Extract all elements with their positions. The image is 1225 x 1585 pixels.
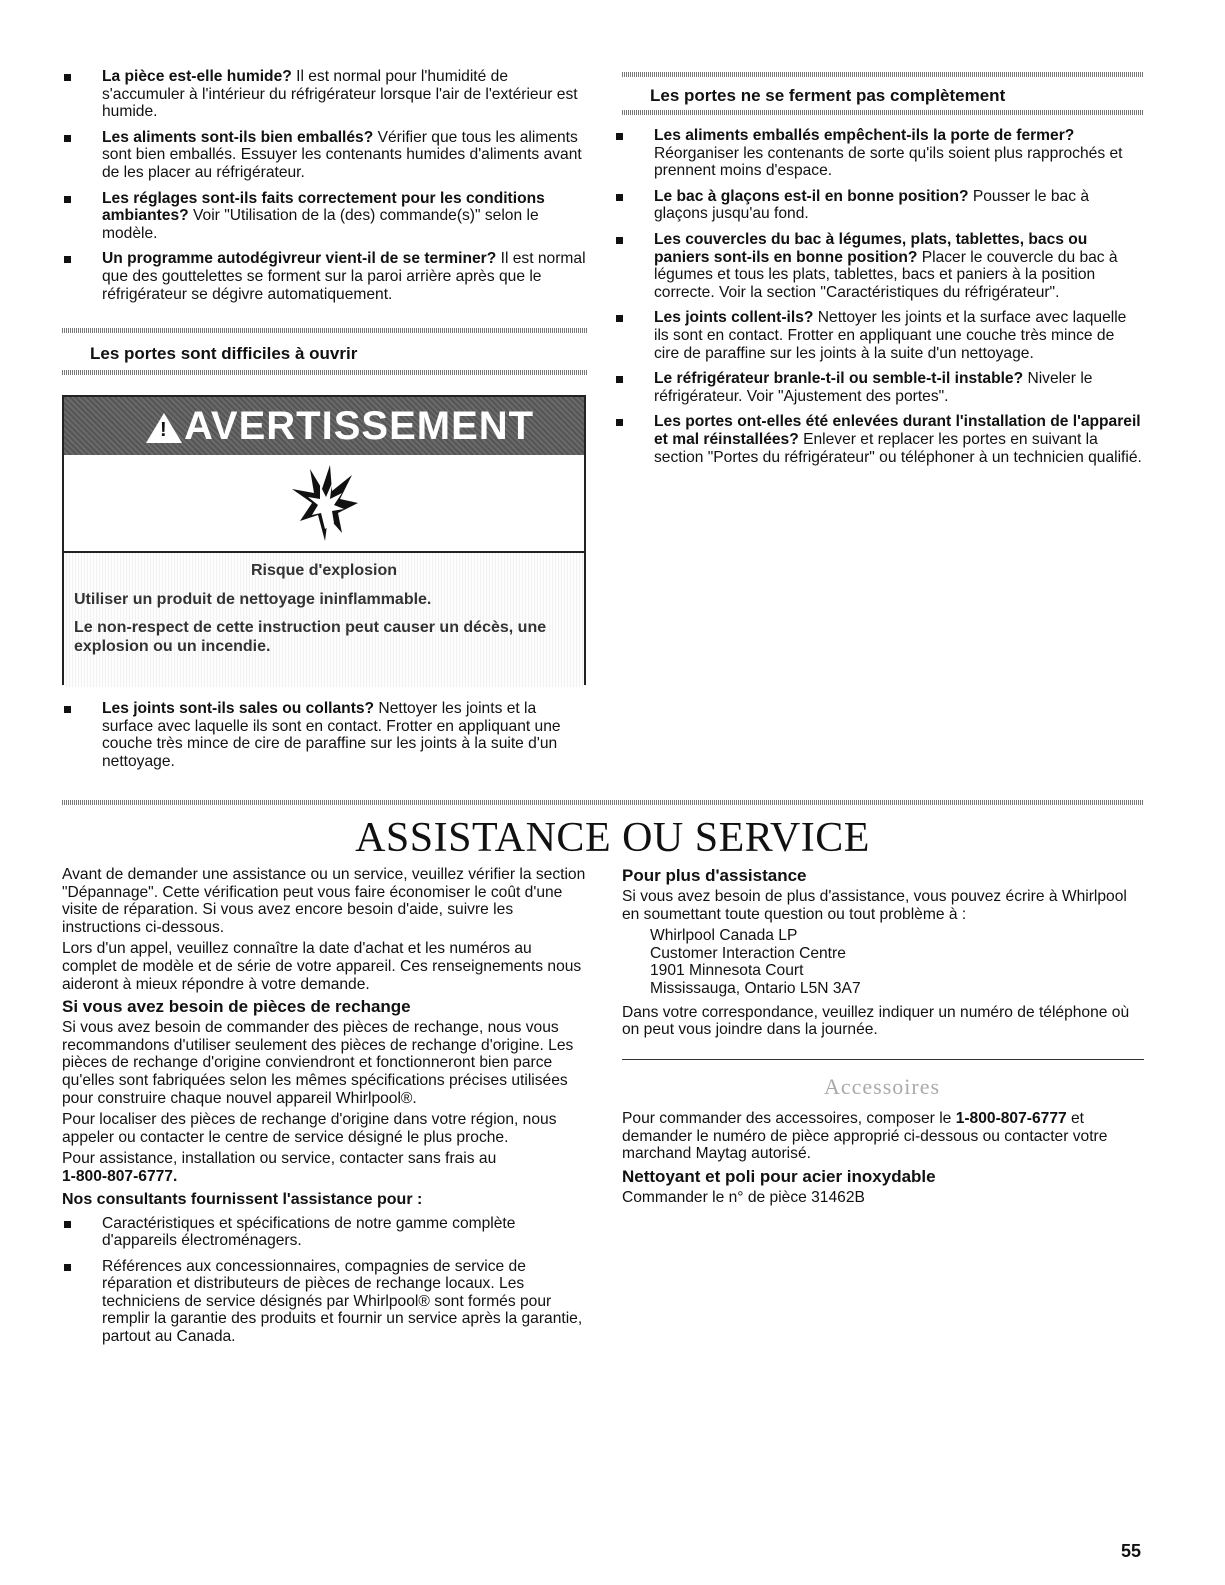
divider	[622, 110, 1144, 115]
left-after-warning-list	[62, 700, 590, 770]
warning-triangle-icon: !	[146, 413, 182, 443]
list-item: La pièce est-elle humide? Il est normal pour l'humidité de s'accumuler à l'intérieur du réfrigérateur lorsque l'air de l'extérieur est humide.	[62, 68, 590, 121]
phone-number: 1-800-807-6777.	[62, 1167, 178, 1185]
address: Whirlpool Canada LP Customer Interaction Centre 1901 Minnesota Court Mississauga, Ontario L5N 3A7	[650, 927, 861, 997]
warning-text	[64, 553, 584, 687]
paragraph: Avant de demander une assistance ou un service, veuillez vérifier la section "Dépannage". Cette vérification peut vous faire économiser le coût d'une visite de réparation. Si vous avez encore besoin d'aide, suivre les instructions ci-dessous.	[62, 866, 586, 936]
list-item: Les portes ont-elles été enlevées durant l'installation de l'appareil et mal réinstallées? Enlever et replacer les portes en suivant la section "Portes du réfrigérateur" ou téléphoner à un technicien qualifié.	[614, 413, 1142, 466]
list-item: Les joints collent-ils? Nettoyer les joints et la surface avec laquelle ils sont en contact. Frotter en appliquant une couche très mince de cire de paraffine sur les joints à la suite d'un nettoyage.	[614, 309, 1142, 362]
accessories-section	[622, 1110, 1144, 1206]
list-item: Les aliments sont-ils bien emballés? Vérifier que tous les aliments sont bien emballés. Essuyer les contenants humides d'aliments avant de les placer au réfrigérateur.	[62, 129, 590, 182]
list-item: Caractéristiques et spécifications de notre gamme complète d'appareils électroménagers.	[62, 1215, 590, 1250]
paragraph: Lors d'un appel, veuillez connaître la date d'achat et les numéros au complet de modèle et de série de votre appareil. Ces renseignements nous aideront à mieux répondre à votre demande.	[62, 940, 582, 993]
list-item: Le réfrigérateur branle-t-il ou semble-t-il instable? Niveler le réfrigérateur. Voir "Ajustement des portes".	[614, 370, 1142, 405]
list-item: Les joints sont-ils sales ou collants? Nettoyer les joints et la surface avec laquelle ils sont en contact. Frotter en appliquant une couche très mince de cire de paraffine sur les joints à la suite d'un nettoyage.	[62, 700, 590, 770]
paragraph: Commander le n° de pièce 31462B	[622, 1188, 865, 1206]
divider	[622, 1059, 1144, 1060]
page-title: ASSISTANCE OU SERVICE	[355, 815, 870, 861]
divider	[622, 72, 1144, 77]
list-item: Références aux concessionnaires, compagnies de service de réparation et distributeurs de pièces de rechange locaux. Les techniciens de service désignés par Whirlpool® sont formés pour remplir la garantie des produits et fournir un service après la garantie, partout au Canada.	[62, 1258, 590, 1346]
list-item: Les réglages sont-ils faits correctement pour les conditions ambiantes? Voir "Utilisation de la (des) commande(s)" selon le modèle.	[62, 190, 590, 243]
section-title: Pour plus d'assistance	[622, 866, 807, 885]
warning-header	[64, 397, 584, 455]
assistance-right	[622, 866, 1144, 1039]
paragraph: Pour localiser des pièces de rechange d'origine dans votre région, nous appeler ou contacter le centre de service désigné le plus proche.	[62, 1111, 557, 1146]
accessories-title: Accessoires	[823, 1074, 941, 1099]
list-item: Un programme autodégivreur vient-il de se terminer? Il est normal que des gouttelettes se forment sur la paroi arrière après que le réfrigérateur se dégivre automatiquement.	[62, 250, 590, 303]
explosion-icon	[290, 463, 360, 543]
list-item: Les aliments emballés empêchent-ils la porte de fermer? Réorganiser les contenants de sorte qu'ils soient plus rapprochés et prennent moins d'espace.	[614, 127, 1142, 180]
divider	[62, 328, 588, 333]
warning-title: AVERTISSEMENT	[184, 403, 535, 448]
phone-number: 1-800-807-6777	[955, 1110, 1067, 1127]
section-title: Nos consultants fournissent l'assistance pour :	[62, 1190, 423, 1208]
section-title: Nettoyant et poli pour acier inoxydable	[622, 1166, 936, 1186]
paragraph: Pour assistance, installation ou service, contacter sans frais au 1-800-807-6777.	[62, 1150, 497, 1185]
divider	[62, 800, 1144, 805]
paragraph: Si vous avez besoin de commander des pièces de rechange, nous vous recommandons d'utiliser seulement des pièces de rechange d'origine. Les pièces de rechange d'origine conviendront et fonctionneront bien parce qu'elles sont fabriquées selon les mêmes spécifications précises utilisées pour construire chaque nouvel appareil Whirlpool®.	[62, 1019, 574, 1107]
paragraph: Dans votre correspondance, veuillez indiquer un numéro de téléphone où on peut vous joindre dans la journée.	[622, 1003, 1130, 1039]
section-title: Les portes ne se ferment pas complètement	[650, 86, 1006, 105]
divider	[62, 370, 588, 375]
warning-icon-area	[64, 455, 584, 553]
warning-line: Le non-respect de cette instruction peut causer un décès, une explosion ou un incendie.	[74, 619, 547, 655]
list-item: Le bac à glaçons est-il en bonne position? Pousser le bac à glaçons jusqu'au fond.	[614, 188, 1142, 223]
section-title: Si vous avez besoin de pièces de rechange	[62, 997, 411, 1017]
section-title: Les portes sont difficiles à ouvrir	[90, 344, 358, 363]
assistance-left	[62, 866, 590, 1346]
page-number: 55	[1120, 1541, 1141, 1561]
warning-box	[62, 395, 586, 685]
warning-line: Utiliser un produit de nettoyage ininflammable.	[74, 591, 432, 608]
list-item: Les couvercles du bac à légumes, plats, tablettes, bacs ou paniers sont-ils en bonne position? Placer le couvercle du bac à légumes et tous les plats, tablettes, bacs et paniers à la position correcte. Voir la section "Caractéristiques du réfrigérateur".	[614, 231, 1142, 301]
warning-line: Risque d'explosion	[250, 562, 398, 579]
left-top-list	[62, 68, 590, 303]
right-top-list	[614, 127, 1142, 466]
paragraph: Si vous avez besoin de plus d'assistance, vous pouvez écrire à Whirlpool en soumettant toute question ou tout problème à :	[622, 888, 1127, 923]
paragraph: Pour commander des accessoires, composer le 1-800-807-6777 et demander le numéro de pièce approprié ci-dessous ou contacter votre marchand Maytag autorisé.	[622, 1110, 1108, 1163]
